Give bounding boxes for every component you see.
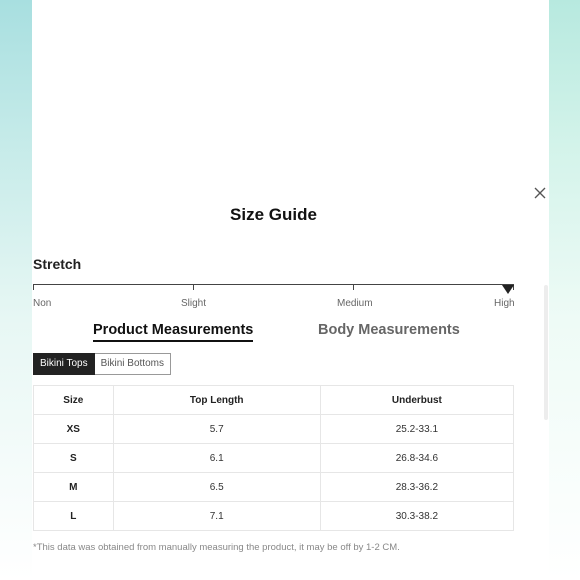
top-length-cell: 6.1 <box>113 444 320 473</box>
stretch-level-slight: Slight <box>181 298 207 309</box>
underbust-cell: 26.8-34.6 <box>320 444 513 473</box>
stretch-scale-track <box>33 284 513 285</box>
modal-title: Size Guide <box>230 205 317 224</box>
tab-product-measurements[interactable]: Product Measurements <box>93 322 253 342</box>
stretch-level-medium: Medium <box>337 298 373 309</box>
measurement-disclaimer: *This data was obtained from manually measuring the product, it may be off by 1-2 CM. <box>33 542 400 553</box>
stretch-level-non: Non <box>33 298 52 309</box>
stretch-level-high: High <box>494 298 515 309</box>
page-background-left <box>0 0 32 580</box>
top-length-cell: 7.1 <box>113 502 320 531</box>
stretch-selected-marker-icon <box>502 285 514 294</box>
stretch-tick-medium <box>353 284 354 290</box>
top-length-cell: 6.5 <box>113 473 320 502</box>
close-icon[interactable] <box>532 185 548 201</box>
category-bikini-tops[interactable]: Bikini Tops <box>33 353 95 375</box>
size-cell: XS <box>34 415 114 444</box>
stretch-tick-slight <box>193 284 194 290</box>
underbust-cell: 30.3-38.2 <box>320 502 513 531</box>
column-header-top-length: Top Length <box>113 386 320 415</box>
table-header-row <box>34 386 514 415</box>
size-table <box>33 385 514 531</box>
table-row <box>34 444 514 473</box>
category-bikini-bottoms[interactable]: Bikini Bottoms <box>95 353 171 375</box>
stretch-tick-non <box>33 284 34 290</box>
top-length-cell: 5.7 <box>113 415 320 444</box>
size-guide-modal <box>32 0 549 580</box>
underbust-cell: 25.2-33.1 <box>320 415 513 444</box>
tab-body-measurements[interactable]: Body Measurements <box>318 322 460 338</box>
size-cell: S <box>34 444 114 473</box>
scrollbar[interactable] <box>544 285 548 420</box>
size-cell: L <box>34 502 114 531</box>
table-row <box>34 415 514 444</box>
table-row <box>34 502 514 531</box>
table-row <box>34 473 514 502</box>
underbust-cell: 28.3-36.2 <box>320 473 513 502</box>
column-header-size: Size <box>34 386 114 415</box>
column-header-underbust: Underbust <box>320 386 513 415</box>
stretch-label: Stretch <box>33 256 82 272</box>
page-background-right <box>549 0 580 580</box>
category-toggle <box>33 353 171 375</box>
size-cell: M <box>34 473 114 502</box>
